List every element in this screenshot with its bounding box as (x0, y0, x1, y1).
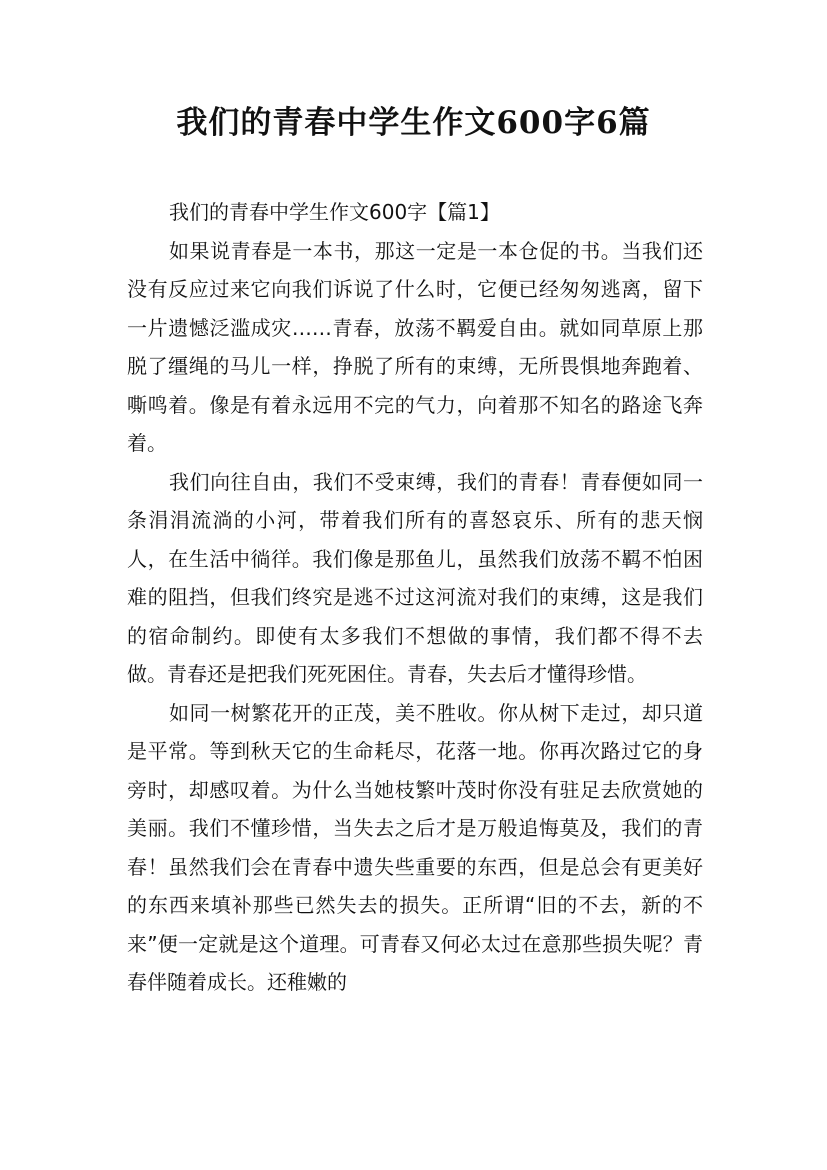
document-title: 我们的青春中学生作文600字6篇 (176, 105, 651, 141)
document-body (127, 193, 703, 1002)
paragraph-2: 我们向往自由，我们不受束缚，我们的青春！青春便如同一条涓涓流淌的小河，带着我们所有的喜怒哀乐、所有的悲天悯人，在生活中徜徉。我们像是那鱼儿，虽然我们放荡不羁不怕困难的阻挡，但我们终究是逃不过这河流对我们的束缚，这是我们的宿命制约。即使有太多我们不想做的事情，我们都不得不去做。青春还是把我们死死困住。青春，失去后才懂得珍惜。 (127, 469, 703, 686)
paragraph-3: 如同一树繁花开的正茂，美不胜收。你从树下走过，却只道是平常。等到秋天它的生命耗尽，花落一地。你再次路过它的身旁时，却感叹着。为什么当她枝繁叶茂时你没有驻足去欣赏她的美丽。我们不懂珍惜，当失去之后才是万般追悔莫及，我们的青春！虽然我们会在青春中遗失些重要的东西，但是总会有更美好的东西来填补那些已然失去的损失。正所谓“旧的不去，新的不来”便一定就是这个道理。可青春又何必太过在意那些损失呢？青春伴随着成长。还稚嫩的 (127, 700, 703, 994)
paragraph-1: 如果说青春是一本书，那这一定是一本仓促的书。当我们还没有反应过来它向我们诉说了什么时，它便已经匆匆逃离，留下一片遗憾泛滥成灾……青春，放荡不羁爱自由。就如同草原上那脱了缰绳的马儿一样，挣脱了所有的束缚，无所畏惧地奔跑着、嘶鸣着。像是有着永远用不完的气力，向着那不知名的路途飞奔着。 (127, 238, 703, 455)
section-heading: 我们的青春中学生作文600字【篇1】 (169, 200, 500, 224)
